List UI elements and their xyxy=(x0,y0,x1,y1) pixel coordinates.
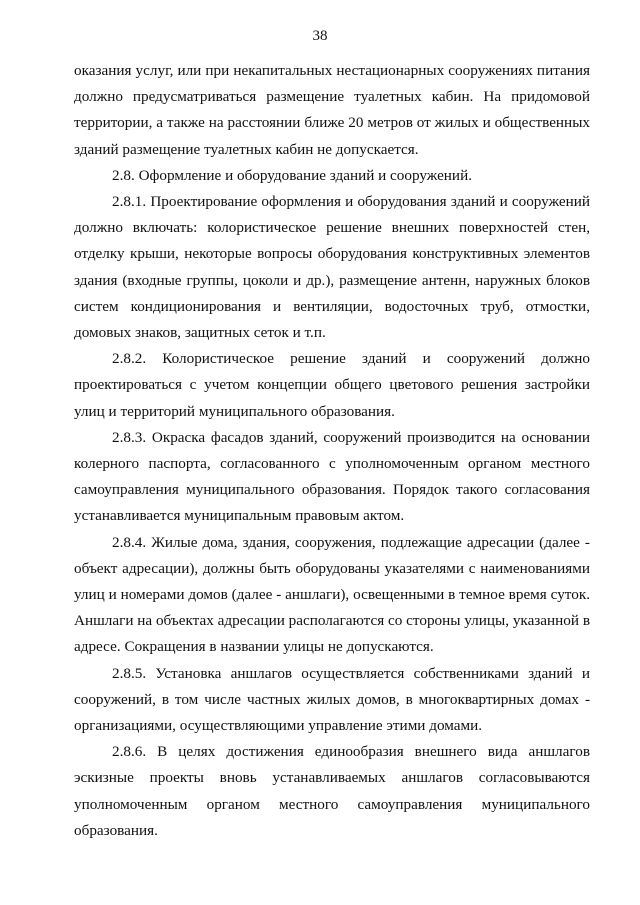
paragraph-2-8-5: 2.8.5. Установка аншлагов осуществляется собственниками зданий и сооружений, в том числе частных жилых домов, в многоквартирных домах - организациями, осуществляющими управление этими домами. xyxy=(74,664,590,735)
document-body xyxy=(74,58,590,844)
page-number: 38 xyxy=(312,28,328,44)
paragraph-2-8-6: 2.8.6. В целях достижения единообразия внешнего вида аншлагов эскизные проекты вновь устанавливаемых аншлагов согласовываются уполномоченным органом местного самоуправления муниципального образования. xyxy=(74,743,590,839)
paragraph-2-8-3: 2.8.3. Окраска фасадов зданий, сооружений производится на основании колерного паспорта, согласованного с уполномоченным органом местного самоуправления муниципального образования. Порядок такого согласования устанавливается муниципальным правовым актом. xyxy=(74,428,590,525)
paragraph-continuation: оказания услуг, или при некапитальных нестационарных сооружениях питания должно предусматриваться размещение туалетных кабин. На придомовой территории, а также на расстоянии ближе 20 метров от жилых и общественных зданий размещение туалетных кабин не допускается. xyxy=(74,62,590,158)
paragraph-2-8-1: 2.8.1. Проектирование оформления и оборудования зданий и сооружений должно включать: колористическое решение внешних поверхностей стен, отделку крыши, некоторые вопросы оборудования конструктивных элементов здания (входные группы, цоколи и др.), размещение антенн, наружных блоков систем кондиционирования и вентиляции, водосточных труб, отмостки, домовых знаков, защитных сеток и т.п. xyxy=(74,193,590,342)
paragraph-2-8-4: 2.8.4. Жилые дома, здания, сооружения, подлежащие адресации (далее - объект адресации), должны быть оборудованы указателями с наименованиями улиц и номерами домов (далее - аншлаги), освещенными в темное время суток. Аншлаги на объектах адресации располагаются со стороны улицы, указанной в адресе. Сокращения в названии улицы не допускаются. xyxy=(74,533,590,656)
section-heading-2-8: 2.8. Оформление и оборудование зданий и сооружений. xyxy=(112,166,472,184)
paragraph-2-8-2: 2.8.2. Колористическое решение зданий и сооружений должно проектироваться с учетом концепции общего цветового решения застройки улиц и территорий муниципального образования. xyxy=(74,350,590,420)
